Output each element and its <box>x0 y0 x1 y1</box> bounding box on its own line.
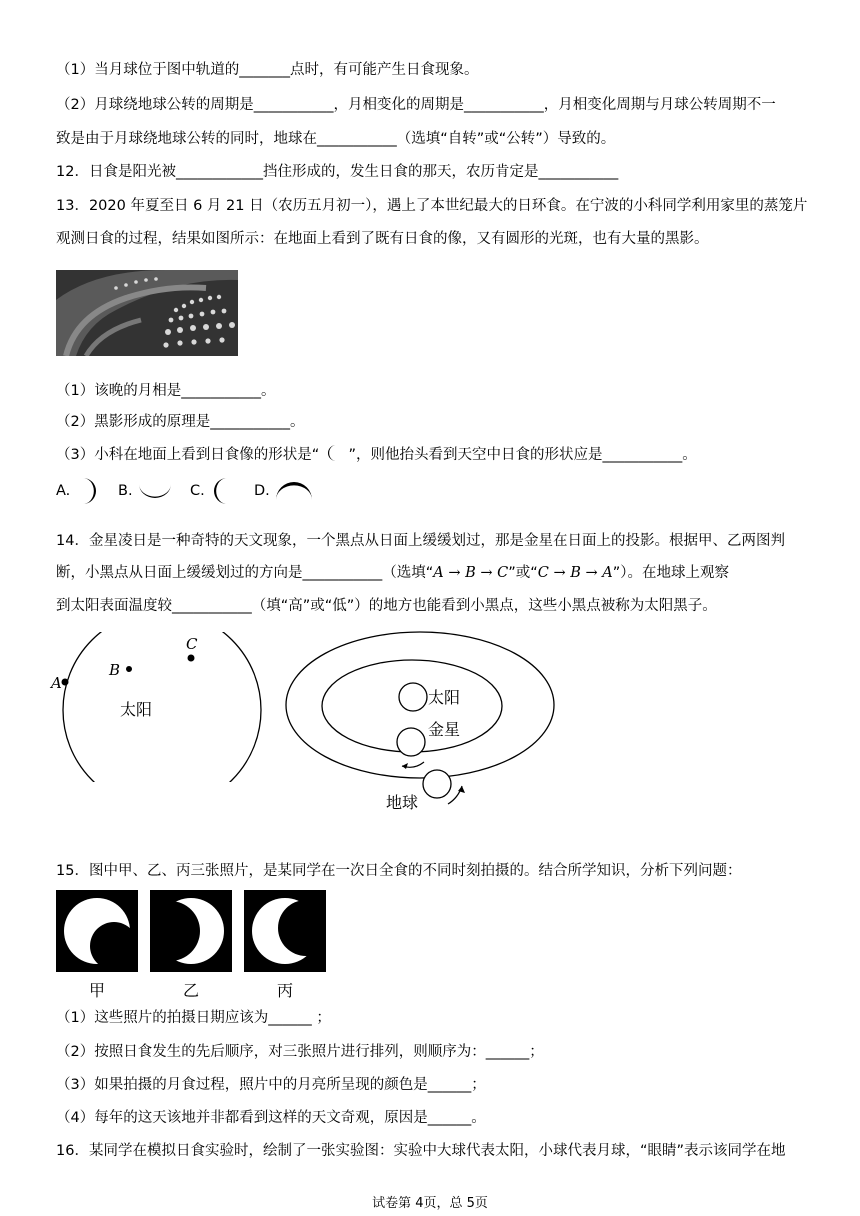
q14-line1: 14．金星凌日是一种奇特的天文现象，一个黑点从日面上缓缓划过，那是金星在日面上的投影。根据甲、乙两图判 <box>56 533 785 549</box>
point-b-dot <box>126 666 132 672</box>
option-d[interactable] <box>254 476 314 506</box>
point-b-label: B <box>109 661 121 679</box>
q11-sub1: （1）当月球位于图中轨道的_______点时，有可能产生日食现象。 <box>56 62 479 78</box>
crescent-top-icon <box>274 476 314 506</box>
earth-label: 地球 <box>386 793 419 812</box>
crescent-left-icon <box>209 476 235 506</box>
sun-label: 太阳 <box>120 700 153 719</box>
q14-line2-c: ”）。在地球上观察 <box>612 565 729 581</box>
steamer-photo <box>56 270 238 356</box>
q16-line1: 16．某同学在模拟日食实验时，绘制了一张实验图：实验中大球代表太阳，小球代表月球，“眼睛”表示该同学在地 <box>56 1143 786 1159</box>
orbit-figure <box>282 628 562 818</box>
q14-option-abc: A → B → C <box>433 565 509 581</box>
q14-line2-b: ”或“ <box>508 565 538 581</box>
orbit-sun-label: 太阳 <box>428 688 461 707</box>
label-bing: 丙 <box>276 981 293 1000</box>
option-c-label: C. <box>190 483 205 499</box>
q14-option-cba: C → B → A <box>537 565 613 581</box>
q15-sub2: （2）按照日食发生的先后顺序，对三张照片进行排列，则顺序为：______； <box>56 1044 544 1060</box>
point-a-dot <box>62 679 69 686</box>
q13-line2: 观测日食的过程，结果如图所示：在地面上看到了既有日食的像，又有圆形的光斑，也有大量的黑影。 <box>56 231 709 247</box>
q14-line2 <box>56 563 729 583</box>
eclipse-photo-yi <box>150 890 232 972</box>
sun-disk <box>63 632 261 782</box>
page-footer: 试卷第 4页，总 5页 <box>372 1196 488 1211</box>
eclipse-yi-drawing <box>150 890 232 972</box>
label-yi: 乙 <box>182 981 199 1000</box>
point-c-dot <box>188 655 195 662</box>
option-a-label: A. <box>56 483 71 499</box>
eclipse-photo-bing <box>244 890 326 972</box>
q13-sub3 <box>56 444 697 465</box>
option-b[interactable] <box>118 476 173 506</box>
q15-sub4: （4）每年的这天该地并非都看到这样的天文奇观，原因是______。 <box>56 1110 486 1126</box>
eclipse-bing-drawing <box>244 890 326 972</box>
eclipse-photo-jia <box>56 890 138 972</box>
q14-line3: 到太阳表面温度较___________（填“高”或“低”）的地方也能看到小黑点，这些小黑点被称为太阳黑子。 <box>56 598 717 614</box>
venus-circle <box>397 728 425 756</box>
option-d-label: D. <box>254 483 270 499</box>
q11-sub2-line1: （2）月球绕地球公转的周期是___________，月相变化的周期是___________，月相变化周期与月球公转周期不一 <box>56 97 776 113</box>
q13-sub3-text-a: （3）小科在地面上看到日食像的形状是“ <box>56 447 320 463</box>
point-c-label: C <box>186 635 198 653</box>
q15-intro: 15．图中甲、乙、丙三张照片，是某同学在一次日全食的不同时刻拍摄的。结合所学知识，分析下列问题： <box>56 863 742 879</box>
sun-transit-figure <box>48 632 278 782</box>
point-a-label: A <box>51 674 62 692</box>
q12-text: 12．日食是阳光被____________挡住形成的，发生日食的那天，农历肯定是___________ <box>56 164 619 180</box>
venus-label: 金星 <box>428 720 461 739</box>
earth-circle <box>423 770 451 798</box>
crescent-image-icon <box>324 444 344 462</box>
option-a[interactable] <box>56 476 101 506</box>
q11-sub2-line2: 致是由于月球绕地球公转的同时，地球在___________（选填“自转”或“公转”）导致的。 <box>56 131 616 147</box>
q13-sub2: （2）黑影形成的原理是___________。 <box>56 414 305 430</box>
q15-sub3: （3）如果拍摄的月食过程，照片中的月亮所呈现的颜色是______； <box>56 1077 486 1093</box>
q15-sub1: （1）这些照片的拍摄日期应该为______ ； <box>56 1010 331 1026</box>
q13-sub1: （1）该晚的月相是___________。 <box>56 383 276 399</box>
steamer-photo-drawing <box>56 270 238 356</box>
q13-line1: 13．2020 年夏至日 6 月 21 日（农历五月初一），遇上了本世纪最大的日环食。在宁波的小科同学利用家里的蒸笼片 <box>56 198 808 214</box>
label-jia: 甲 <box>88 981 105 1000</box>
option-b-label: B. <box>118 483 133 499</box>
sun-circle <box>399 683 427 711</box>
q13-sub3-text-b: ”，则他抬头看到天空中日食的形状应是___________。 <box>348 447 697 463</box>
option-c[interactable] <box>190 476 235 506</box>
q14-line2-a: 断，小黑点从日面上缓缓划过的方向是___________（选填“ <box>56 565 434 581</box>
crescent-bottom-icon <box>137 476 173 506</box>
eclipse-jia-drawing <box>56 890 138 972</box>
crescent-right-icon <box>75 476 101 506</box>
